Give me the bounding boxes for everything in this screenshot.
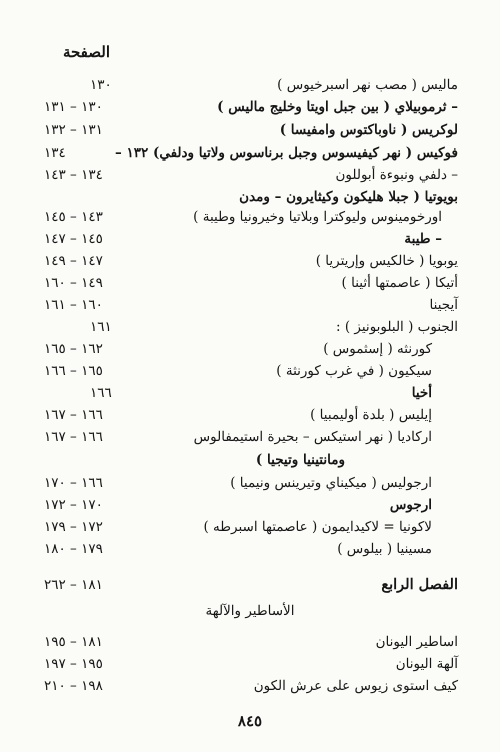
index-entry bbox=[0, 517, 500, 537]
index-entry bbox=[0, 450, 500, 470]
chapter-subtitle: الأساطير والآلهة bbox=[205, 603, 295, 619]
entry-text: كيف استوى زيوس على عرش الكون bbox=[253, 678, 458, 694]
page-column-header: الصفحة bbox=[62, 43, 110, 61]
entry-text: اساطير اليونان bbox=[375, 634, 458, 650]
index-entry bbox=[0, 97, 500, 117]
entry-pages: ١٣٠ bbox=[90, 77, 112, 93]
entry-text: سيكيون ( في غرب كورنثة ) bbox=[276, 363, 432, 379]
entry-text: لوكريس ( ناوباكتوس وامفيسا ) bbox=[279, 122, 458, 138]
entry-text: يوبويا ( خالكيس وإريتريا ) bbox=[315, 253, 458, 269]
entry-pages: ١٦٢ – ١٦٥ bbox=[44, 341, 103, 357]
entry-pages: ١٨١ – ١٩٥ bbox=[44, 634, 103, 650]
index-entry bbox=[0, 143, 500, 163]
page-number: ٨٤٥ bbox=[237, 712, 263, 730]
index-entry bbox=[0, 207, 500, 227]
index-entry bbox=[0, 229, 500, 249]
index-entry bbox=[0, 75, 500, 95]
entry-pages: ١٧٢ – ١٧٩ bbox=[44, 519, 103, 535]
index-entry bbox=[0, 251, 500, 271]
index-entry bbox=[0, 427, 500, 447]
entry-text: – طيبة bbox=[404, 231, 442, 247]
entry-text: إيليس ( بلدة أوليمبيا ) bbox=[310, 407, 432, 423]
entry-pages: ١٤٧ – ١٤٩ bbox=[44, 253, 103, 269]
entry-text: اورخومينوس وليوكترا وبلاتيا وخيرونيا وطيبة ) bbox=[193, 209, 442, 225]
index-entry bbox=[0, 495, 500, 515]
index-entry bbox=[0, 295, 500, 315]
entry-pages: ١٤٥ – ١٤٧ bbox=[44, 231, 103, 247]
entry-pages: ١٣٠ – ١٣١ bbox=[44, 99, 103, 115]
entry-pages: ١٣٤ bbox=[44, 145, 66, 161]
entry-text: – ثرموبيلاي ( بين جبل اويتا وخليج ماليس ) bbox=[217, 99, 458, 115]
entry-pages: ١٣٤ – ١٤٣ bbox=[44, 167, 103, 183]
entry-pages: ١٧٩ – ١٨٠ bbox=[44, 541, 103, 557]
index-entry bbox=[0, 120, 500, 140]
index-entry bbox=[0, 632, 500, 652]
entry-text: أتيكا ( عاصمتها أثينا ) bbox=[341, 275, 458, 291]
entry-pages: ١٦١ bbox=[90, 319, 112, 335]
entry-text: ماليس ( مصب نهر اسبرخيوس ) bbox=[277, 77, 458, 93]
entry-text: ارجوليس ( ميكيناي وتيرينس ونيميا ) bbox=[230, 475, 432, 491]
entry-text: ارجوس bbox=[389, 497, 432, 513]
entry-pages: ١٤٣ – ١٤٥ bbox=[44, 209, 103, 225]
entry-pages: ١٤٩ – ١٦٠ bbox=[44, 275, 103, 291]
entry-text: – دلفي ونبوءة أبوللون bbox=[335, 167, 458, 183]
entry-text: آلهة اليونان bbox=[395, 656, 458, 672]
entry-pages: ١٩٥ – ١٩٧ bbox=[44, 656, 103, 672]
entry-text: كورنثه ( إسثموس ) bbox=[323, 341, 432, 357]
entry-text: بويوتيا ( جبلا هليكون وكيثايرون – ومدن bbox=[239, 189, 458, 205]
entry-text: فوكيس ( نهر كيفيسوس وجبل برناسوس ولاتيا ودلفي) ١٣٢ – bbox=[115, 145, 458, 161]
entry-pages: ١٦٦ – ١٧٠ bbox=[44, 475, 103, 491]
index-entry bbox=[0, 165, 500, 185]
entry-pages: ١٦٥ – ١٦٦ bbox=[44, 363, 103, 379]
entry-pages: ١٧٠ – ١٧٢ bbox=[44, 497, 103, 513]
entry-text: ومانتينيا وتيجيا ) bbox=[255, 452, 345, 468]
index-entry bbox=[0, 676, 500, 696]
index-entry bbox=[0, 539, 500, 559]
chapter-title: الفصل الرابع bbox=[381, 576, 458, 593]
index-entry bbox=[0, 361, 500, 381]
entry-pages: ١٦٦ – ١٦٧ bbox=[44, 407, 103, 423]
entry-pages: ١٩٨ – ٢١٠ bbox=[44, 678, 103, 694]
entry-text: لاكونيا = لاكيدايمون ( عاصمتها اسبرطه ) bbox=[203, 519, 432, 535]
entry-text: أخيا bbox=[411, 385, 432, 401]
entry-text: مسينيا ( بيلوس ) bbox=[337, 541, 432, 557]
index-entry bbox=[0, 473, 500, 493]
entry-pages: ١٦٠ – ١٦١ bbox=[44, 297, 103, 313]
index-entry bbox=[0, 317, 500, 337]
index-entry bbox=[0, 187, 500, 207]
chapter-pages: ١٨١ – ٢٦٢ bbox=[44, 577, 103, 593]
entry-text: آيجينا bbox=[429, 297, 458, 313]
entry-pages: ١٦٦ bbox=[90, 385, 112, 401]
index-entry bbox=[0, 654, 500, 674]
index-entry bbox=[0, 405, 500, 425]
entry-pages: ١٣١ – ١٣٢ bbox=[44, 122, 103, 138]
index-entry bbox=[0, 383, 500, 403]
entry-text: اركاديا ( نهر استيكس – بحيرة استيمفالوس bbox=[193, 429, 432, 445]
index-entry bbox=[0, 339, 500, 359]
entry-text: الجنوب ( البلوبونيز ) : bbox=[336, 319, 458, 335]
chapter-heading bbox=[0, 575, 500, 595]
entry-pages: ١٦٦ – ١٦٧ bbox=[44, 429, 103, 445]
index-entry bbox=[0, 273, 500, 293]
